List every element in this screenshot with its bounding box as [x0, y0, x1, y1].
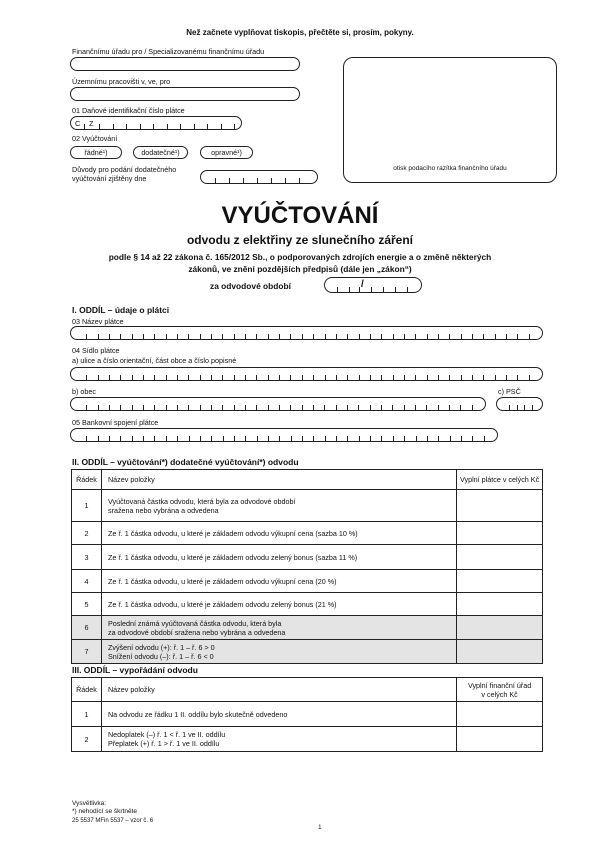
digit-separator-tick — [154, 375, 155, 380]
digit-separator-tick — [325, 436, 326, 441]
digit-separator-tick — [517, 405, 518, 410]
row-name: Ze ř. 1 částka odvodu, u které je základem odvodu zelený bonus (21 %) — [101, 593, 456, 616]
digit-separator-tick — [472, 334, 473, 339]
digit-separator-tick — [404, 375, 405, 380]
table-row — [72, 545, 543, 570]
digit-separator-tick — [517, 375, 518, 380]
digit-separator-tick — [495, 334, 496, 339]
digit-separator-tick — [200, 334, 201, 339]
option-regular[interactable]: řádné¹) — [70, 146, 122, 159]
row-value-cell[interactable] — [457, 545, 543, 570]
col-header-name: Název položky — [101, 678, 456, 702]
digit-separator-tick — [166, 405, 167, 410]
digit-separator-tick — [222, 405, 223, 410]
row-value-cell[interactable] — [457, 616, 543, 640]
row-value-cell[interactable] — [457, 490, 543, 522]
table-row — [72, 522, 543, 545]
digit-separator-tick — [109, 334, 110, 339]
digit-separator-tick — [109, 436, 110, 441]
col-header-value: Vyplní plátce v celých Kč — [457, 470, 543, 490]
digit-separator-tick — [358, 405, 359, 410]
zip-ticks — [497, 404, 542, 410]
digit-separator-tick — [113, 124, 114, 129]
digit-separator-tick — [483, 334, 484, 339]
digit-separator-tick — [290, 405, 291, 410]
digit-separator-tick — [449, 334, 450, 339]
digit-separator-tick — [460, 405, 461, 410]
digit-separator-tick — [109, 375, 110, 380]
row-number: 1 — [72, 702, 102, 727]
digit-separator-tick — [290, 334, 291, 339]
digit-separator-tick — [229, 178, 230, 183]
office-label: Finančnímu úřadu pro / Specializovanému finančnímu úřadu — [72, 47, 265, 56]
digit-separator-tick — [279, 436, 280, 441]
digit-separator-tick — [450, 436, 451, 441]
zip-label: c) PSČ — [498, 387, 521, 396]
digit-separator-tick — [166, 334, 167, 339]
digit-separator-tick — [381, 334, 382, 339]
digit-separator-tick — [143, 436, 144, 441]
digit-separator-tick — [381, 375, 382, 380]
digit-separator-tick — [472, 405, 473, 410]
digit-separator-tick — [416, 436, 417, 441]
digit-separator-tick — [393, 436, 394, 441]
table-row — [72, 727, 543, 752]
law-line-1: podle § 14 až 22 zákona č. 165/2012 Sb., o podporovaných zdrojích energie a o změně některých — [108, 252, 492, 262]
digit-separator-tick — [166, 375, 167, 380]
digit-separator-tick — [506, 334, 507, 339]
digit-separator-tick — [215, 178, 216, 183]
digit-separator-tick — [313, 405, 314, 410]
digit-separator-tick — [393, 334, 394, 339]
digit-separator-tick — [143, 375, 144, 380]
digit-separator-tick — [245, 375, 246, 380]
digit-separator-tick — [120, 375, 121, 380]
row-value-cell[interactable] — [457, 640, 543, 664]
dic-label: 01 Daňové identifikační číslo plátce — [72, 106, 185, 115]
digit-separator-tick — [243, 178, 244, 183]
row-number: 1 — [72, 490, 102, 522]
digit-separator-tick — [393, 375, 394, 380]
digit-separator-tick — [302, 405, 303, 410]
digit-separator-tick — [99, 124, 100, 129]
digit-separator-tick — [167, 124, 168, 129]
settlement-label: 02 Vyúčtování — [72, 134, 118, 143]
digit-separator-tick — [257, 436, 258, 441]
digit-separator-tick — [268, 405, 269, 410]
period-label: za odvodové období — [210, 281, 291, 291]
footnote-text: *) nehodící se škrtněte — [72, 808, 138, 815]
col-header-row: Řádek — [72, 678, 102, 702]
digit-separator-tick — [188, 405, 189, 410]
digit-separator-tick — [370, 405, 371, 410]
row-value-cell[interactable] — [457, 702, 543, 727]
digit-separator-tick — [177, 375, 178, 380]
digit-separator-tick — [347, 334, 348, 339]
digit-separator-tick — [347, 405, 348, 410]
digit-separator-tick — [207, 124, 208, 129]
form-code: 25 5537 MFin 5537 – vzor č. 6 — [72, 818, 154, 824]
digit-separator-tick — [325, 375, 326, 380]
digit-separator-tick — [120, 334, 121, 339]
digit-separator-tick — [449, 405, 450, 410]
workplace-field[interactable] — [70, 87, 300, 101]
table-row — [72, 702, 543, 727]
payer-name-ticks — [71, 333, 542, 339]
city-field[interactable] — [70, 397, 486, 411]
digit-separator-tick — [381, 405, 382, 410]
digit-separator-tick — [438, 375, 439, 380]
digit-separator-tick — [177, 405, 178, 410]
digit-separator-tick — [438, 436, 439, 441]
digit-separator-tick — [154, 405, 155, 410]
digit-separator-tick — [234, 124, 235, 129]
digit-separator-tick — [529, 375, 530, 380]
digit-separator-tick — [279, 334, 280, 339]
digit-separator-tick — [302, 436, 303, 441]
digit-separator-tick — [426, 405, 427, 410]
digit-separator-tick — [383, 287, 384, 292]
digit-separator-tick — [132, 375, 133, 380]
payer-seat-label: 04 Sídlo plátce — [72, 346, 120, 355]
top-notice: Než začnete vyplňovat tiskopis, přečtěte si, prosím, pokyny. — [186, 28, 414, 37]
digit-separator-tick — [221, 124, 222, 129]
dic-prefix-z: Z — [89, 119, 94, 128]
row-value-cell[interactable] — [457, 727, 543, 752]
digit-separator-tick — [404, 405, 405, 410]
digit-separator-tick — [415, 375, 416, 380]
digit-separator-tick — [347, 375, 348, 380]
digit-separator-tick — [472, 436, 473, 441]
digit-separator-tick — [407, 287, 408, 292]
period-separator: / — [361, 279, 364, 290]
digit-separator-tick — [177, 334, 178, 339]
stamp-box — [343, 57, 557, 183]
digit-separator-tick — [268, 375, 269, 380]
digit-separator-tick — [211, 436, 212, 441]
digit-separator-tick — [98, 334, 99, 339]
digit-separator-tick — [336, 436, 337, 441]
digit-separator-tick — [234, 436, 235, 441]
table-row — [72, 490, 543, 522]
digit-separator-tick — [140, 124, 141, 129]
digit-separator-tick — [143, 405, 144, 410]
form-subtitle: odvodu z elektřiny ze slunečního záření — [186, 233, 414, 247]
digit-separator-tick — [415, 334, 416, 339]
digit-separator-tick — [359, 287, 360, 292]
digit-separator-tick — [313, 436, 314, 441]
digit-separator-tick — [404, 436, 405, 441]
date-digit-ticks — [201, 177, 317, 183]
footnote-title: Vysvětlivka: — [72, 800, 107, 807]
payer-name-field[interactable] — [70, 326, 543, 340]
section2-title: II. ODDÍL – vyúčtování*) dodatečné vyúčtování*) odvodu — [72, 457, 299, 467]
col-header-name: Název položky — [101, 470, 456, 490]
digit-separator-tick — [98, 436, 99, 441]
digit-separator-tick — [325, 334, 326, 339]
digit-separator-tick — [84, 124, 85, 129]
digit-separator-tick — [302, 334, 303, 339]
digit-separator-tick — [313, 334, 314, 339]
digit-separator-tick — [313, 375, 314, 380]
option-corrective[interactable]: opravné¹) — [200, 146, 253, 159]
row-number: 2 — [72, 522, 102, 545]
digit-separator-tick — [143, 334, 144, 339]
digit-separator-tick — [336, 334, 337, 339]
digit-separator-tick — [223, 436, 224, 441]
stamp-label: otisk podacího razítka finančního úřadu — [393, 165, 507, 172]
digit-separator-tick — [177, 436, 178, 441]
street-ticks — [71, 374, 542, 380]
bank-ticks — [71, 435, 497, 441]
digit-separator-tick — [461, 334, 462, 339]
digit-separator-tick — [279, 375, 280, 380]
section3-title: III. ODDÍL – vypořádání odvodu — [72, 665, 198, 675]
digit-separator-tick — [166, 436, 167, 441]
digit-separator-tick — [200, 436, 201, 441]
digit-separator-tick — [381, 436, 382, 441]
digit-separator-tick — [449, 375, 450, 380]
digit-separator-tick — [98, 405, 99, 410]
bank-field[interactable] — [70, 428, 498, 442]
digit-separator-tick — [268, 436, 269, 441]
digit-separator-tick — [427, 334, 428, 339]
digit-separator-tick — [98, 375, 99, 380]
digit-separator-tick — [349, 287, 350, 292]
col-header-value: Vyplní finanční úřad v celých Kč — [457, 678, 543, 702]
digit-separator-tick — [245, 436, 246, 441]
digit-separator-tick — [336, 405, 337, 410]
digit-separator-tick — [392, 405, 393, 410]
digit-separator-tick — [189, 436, 190, 441]
option-supplementary[interactable]: dodatečné¹) — [133, 146, 188, 159]
digit-separator-tick — [524, 405, 525, 410]
digit-separator-tick — [299, 178, 300, 183]
digit-separator-tick — [245, 405, 246, 410]
zip-field[interactable] — [496, 397, 543, 411]
digit-separator-tick — [438, 405, 439, 410]
payer-name-label: 03 Název plátce — [72, 317, 124, 326]
digit-separator-tick — [154, 436, 155, 441]
digit-separator-tick — [359, 334, 360, 339]
digit-separator-tick — [302, 375, 303, 380]
digit-separator-tick — [517, 334, 518, 339]
digit-separator-tick — [268, 334, 269, 339]
digit-separator-tick — [370, 375, 371, 380]
digit-separator-tick — [256, 375, 257, 380]
digit-separator-tick — [211, 375, 212, 380]
row-value-cell[interactable] — [457, 522, 543, 545]
row-value-cell[interactable] — [457, 593, 543, 616]
row-name: Poslední známá vyúčtovaná částka odvodu, která byla za odvodové období sražena nebo vybrána a odvedena — [101, 616, 456, 640]
row-name: Na odvodu ze řádku 1 II. oddílu bylo skutečně odvedeno — [101, 702, 456, 727]
row-number: 4 — [72, 570, 102, 593]
digit-separator-tick — [153, 124, 154, 129]
digit-separator-tick — [86, 375, 87, 380]
section2-table — [71, 469, 543, 664]
digit-separator-tick — [484, 436, 485, 441]
digit-separator-tick — [109, 405, 110, 410]
digit-separator-tick — [461, 436, 462, 441]
digit-separator-tick — [347, 436, 348, 441]
digit-separator-tick — [370, 436, 371, 441]
row-number: 5 — [72, 593, 102, 616]
reasons-date-field[interactable] — [200, 170, 318, 184]
street-field[interactable] — [70, 367, 543, 381]
digit-separator-tick — [188, 375, 189, 380]
digit-separator-tick — [194, 124, 195, 129]
digit-separator-tick — [395, 287, 396, 292]
row-name: Ze ř. 1 částka odvodu, u které je základem odvodu zelený bonus (sazba 11 %) — [101, 545, 456, 570]
digit-separator-tick — [256, 334, 257, 339]
digit-separator-tick — [359, 375, 360, 380]
row-name: Vyúčtovaná částka odvodu, která byla za odvodové období sražena nebo vybrána a odvedena — [101, 490, 456, 522]
street-label: a) ulice a číslo orientační, část obce a číslo popisné — [72, 356, 237, 365]
digit-separator-tick — [86, 436, 87, 441]
digit-separator-tick — [285, 178, 286, 183]
page-number: 1 — [318, 824, 322, 831]
workplace-label: Územnímu pracovišti v, ve, pro — [72, 77, 171, 86]
digit-separator-tick — [271, 178, 272, 183]
digit-separator-tick — [188, 334, 189, 339]
digit-separator-tick — [234, 405, 235, 410]
digit-separator-tick — [222, 334, 223, 339]
digit-separator-tick — [291, 436, 292, 441]
digit-separator-tick — [336, 375, 337, 380]
row-name: Nedoplatek (–) ř. 1 < ř. 1 ve II. oddílu Přeplatek (+) ř. 1 > ř. 1 ve II. oddílu — [101, 727, 456, 752]
col-header-row: Řádek — [72, 470, 102, 490]
table-row — [72, 616, 543, 640]
dic-field[interactable] — [70, 116, 242, 130]
digit-separator-tick — [359, 436, 360, 441]
digit-separator-tick — [120, 436, 121, 441]
digit-separator-tick — [126, 124, 127, 129]
digit-separator-tick — [154, 334, 155, 339]
digit-separator-tick — [256, 405, 257, 410]
digit-separator-tick — [211, 334, 212, 339]
digit-separator-tick — [132, 334, 133, 339]
digit-separator-tick — [371, 287, 372, 292]
row-number: 2 — [72, 727, 102, 752]
reasons-label-2: vyúčtování zjištěny dne — [72, 174, 147, 183]
digit-separator-tick — [234, 334, 235, 339]
row-number: 7 — [72, 640, 102, 664]
digit-separator-tick — [427, 436, 428, 441]
digit-separator-tick — [132, 405, 133, 410]
table-row — [72, 640, 543, 664]
digit-separator-tick — [200, 405, 201, 410]
section1-title: I. ODDÍL – údaje o plátci — [72, 305, 170, 315]
digit-separator-tick — [472, 375, 473, 380]
period-field[interactable] — [324, 277, 422, 293]
section3-table — [71, 677, 543, 752]
row-name: Ze ř. 1 částka odvodu, u které je základem odvodu výkupní cena (sazba 10 %) — [101, 522, 456, 545]
table-row — [72, 593, 543, 616]
digit-separator-tick — [370, 334, 371, 339]
form-title: VYÚČTOVÁNÍ — [221, 202, 379, 229]
digit-separator-tick — [404, 334, 405, 339]
bank-label: 05 Bankovní spojení plátce — [72, 418, 159, 427]
digit-separator-tick — [86, 334, 87, 339]
digit-separator-tick — [509, 405, 510, 410]
digit-separator-tick — [86, 405, 87, 410]
digit-separator-tick — [222, 375, 223, 380]
row-number: 6 — [72, 616, 102, 640]
dic-digit-ticks — [71, 123, 241, 129]
table-row — [72, 570, 543, 593]
row-name: Ze ř. 1 částka odvodu, u které je základem odvodu výkupní cena (20 %) — [101, 570, 456, 593]
digit-separator-tick — [532, 405, 533, 410]
city-ticks — [71, 404, 485, 410]
reasons-label-1: Důvody pro podání dodatečného — [72, 165, 177, 174]
dic-prefix-c: C — [75, 119, 81, 128]
office-field[interactable] — [70, 57, 300, 71]
digit-separator-tick — [200, 375, 201, 380]
digit-separator-tick — [120, 405, 121, 410]
digit-separator-tick — [290, 375, 291, 380]
row-name: Zvýšení odvodu (+): ř. 1 – ř. 6 > 0 Snížení odvodu (–): ř. 1 – ř. 6 < 0 — [101, 640, 456, 664]
digit-separator-tick — [415, 405, 416, 410]
digit-separator-tick — [234, 375, 235, 380]
digit-separator-tick — [279, 405, 280, 410]
digit-separator-tick — [483, 375, 484, 380]
period-digit-ticks — [325, 286, 421, 292]
digit-separator-tick — [506, 375, 507, 380]
digit-separator-tick — [257, 178, 258, 183]
digit-separator-tick — [461, 375, 462, 380]
digit-separator-tick — [427, 375, 428, 380]
digit-separator-tick — [438, 334, 439, 339]
digit-separator-tick — [132, 436, 133, 441]
law-line-2: zákonů, ve znění pozdějších předpisů (dále jen „zákon“) — [188, 264, 412, 274]
digit-separator-tick — [211, 405, 212, 410]
digit-separator-tick — [245, 334, 246, 339]
digit-separator-tick — [324, 405, 325, 410]
city-label: b) obec — [72, 387, 96, 396]
row-number: 3 — [72, 545, 102, 570]
digit-separator-tick — [180, 124, 181, 129]
digit-separator-tick — [337, 287, 338, 292]
digit-separator-tick — [529, 334, 530, 339]
digit-separator-tick — [495, 375, 496, 380]
row-value-cell[interactable] — [457, 570, 543, 593]
